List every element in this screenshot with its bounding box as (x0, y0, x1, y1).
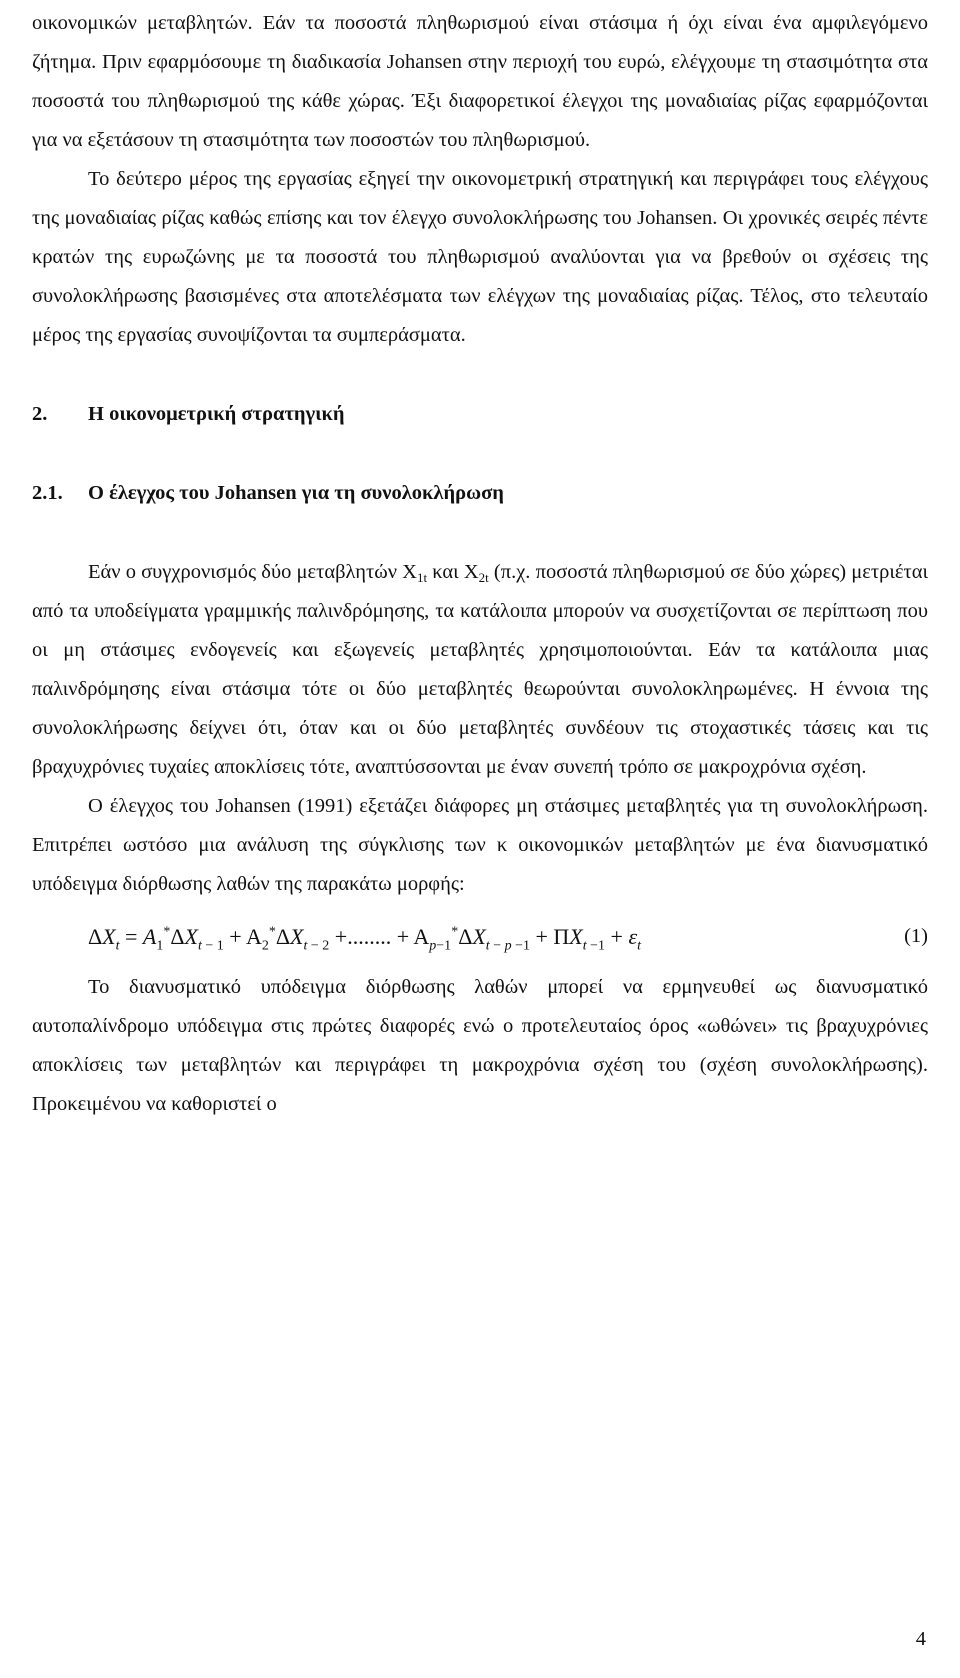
page-number: 4 (915, 1628, 926, 1650)
paragraph-structure: Το δεύτερο μέρος της εργασίας εξηγεί την οικονομετρική στρατηγική και περιγράφει τους ελέγχους της μοναδιαίας ρίζας καθώς επίσης και τον έλεγχο συνολοκλήρωσης του Johansen. Οι χρονικές σειρές πέντε κρατών της ευρωζώνης με τα ποσοστά του πληθωρισμού αναλύονται για να βρεθούν οι σχέσεις της συνολοκλήρωσης βασισμένες στα αποτελέσματα των ελέγχων της μοναδιαίας ρίζας. Τέλος, στο τελευταίο μέρος της εργασίας συνοψίζονται τα συμπεράσματα. (32, 168, 928, 346)
paragraph-cointegration: Εάν ο συγχρονισμός δύο μεταβλητών $X_{1t}$ και $X_{2t}$ (π.χ. ποσοστά πληθωρισμού σε δύο χώρες) μετριέται από τα υποδείγματα γραμμικής παλινδρόμησης, τα κατάλοιπα μπορούν να συσχετίζονται σε περίπτωση που οι μη στάσιμες ενδογενείς και εξωγενείς μεταβλητές χρησιμοποιούνται. Εάν τα κατάλοιπα μιας παλινδρόμησης είναι στάσιμα τότε οι δύο μεταβλητές θεωρούνται συνολοκληρωμένες. Η έννοια της συνολοκλήρωσης δείχνει ότι, όταν και οι δύο μεταβλητές συνδέουν τις στοχαστικές τάσεις και τις βραχυχρόνιες τυχαίες αποκλίσεις τότε, αναπτύσσονται με έναν συνεπή τρόπο σε μακροχρόνια σχέση. (32, 561, 928, 778)
subsection-title: Ο έλεγχος του Johansen για τη συνολοκλήρωση (88, 482, 504, 504)
equation-vecm (88, 910, 928, 962)
equation-number: (1) (904, 924, 928, 947)
equation-expression: $\Delta X_t = A_1^*\Delta X_{t - 1} + A_2^*\Delta X_{t - 2}$ +........ + $A_{p-1}^*\Delta X_{t - p -1} + \Pi X_{t -1} + \varepsilon_t$ (88, 923, 642, 953)
subsection-number: 2.1. (32, 482, 63, 504)
document-page (32, 4, 928, 1124)
section-title: Η οικονομετρική στρατηγική (88, 403, 345, 425)
paragraph-intro-end: οικονομικών μεταβλητών. Εάν τα ποσοστά πληθωρισμού είναι στάσιμα ή όχι είναι ένα αμφιλεγόμενο ζήτημα. Πριν εφαρμόσουμε τη διαδικασία Johansen στην περιοχή του ευρώ, ελέγχουμε τη στασιμότητα στα ποσοστά του πληθωρισμού της κάθε χώρας. Έξι διαφορετικοί έλεγχοι της μοναδιαίας ρίζας εφαρμόζονται για να εξετάσουν τη στασιμότητα των ποσοστών του πληθωρισμού. (32, 12, 928, 151)
section-number: 2. (32, 403, 48, 425)
paragraph-johansen: Ο έλεγχος του Johansen (1991) εξετάζει διάφορες μη στάσιμες μεταβλητές για τη συνολοκλήρωση. Επιτρέπει ωστόσο μια ανάλυση της σύγκλισης των κ οικονομικών μεταβλητών με ένα διανυσματικό υπόδειγμα διόρθωσης λαθών της παρακάτω μορφής: (32, 795, 928, 895)
section-heading-2-1 (32, 474, 928, 513)
paragraph-vecm-interpretation: Το διανυσματικό υπόδειγμα διόρθωσης λαθών μπορεί να ερμηνευθεί ως διανυσματικό αυτοπαλίνδρομο υπόδειγμα στις πρώτες διαφορές ενώ ο προτελευταίος όρος «ωθώνει» τις βραχυχρόνιες αποκλίσεις των μεταβλητών και περιγράφει τη μακροχρόνια σχέση του (σχέση συνολοκλήρωσης). Προκειμένου να καθοριστεί ο (32, 976, 928, 1115)
section-heading-2 (32, 395, 928, 434)
